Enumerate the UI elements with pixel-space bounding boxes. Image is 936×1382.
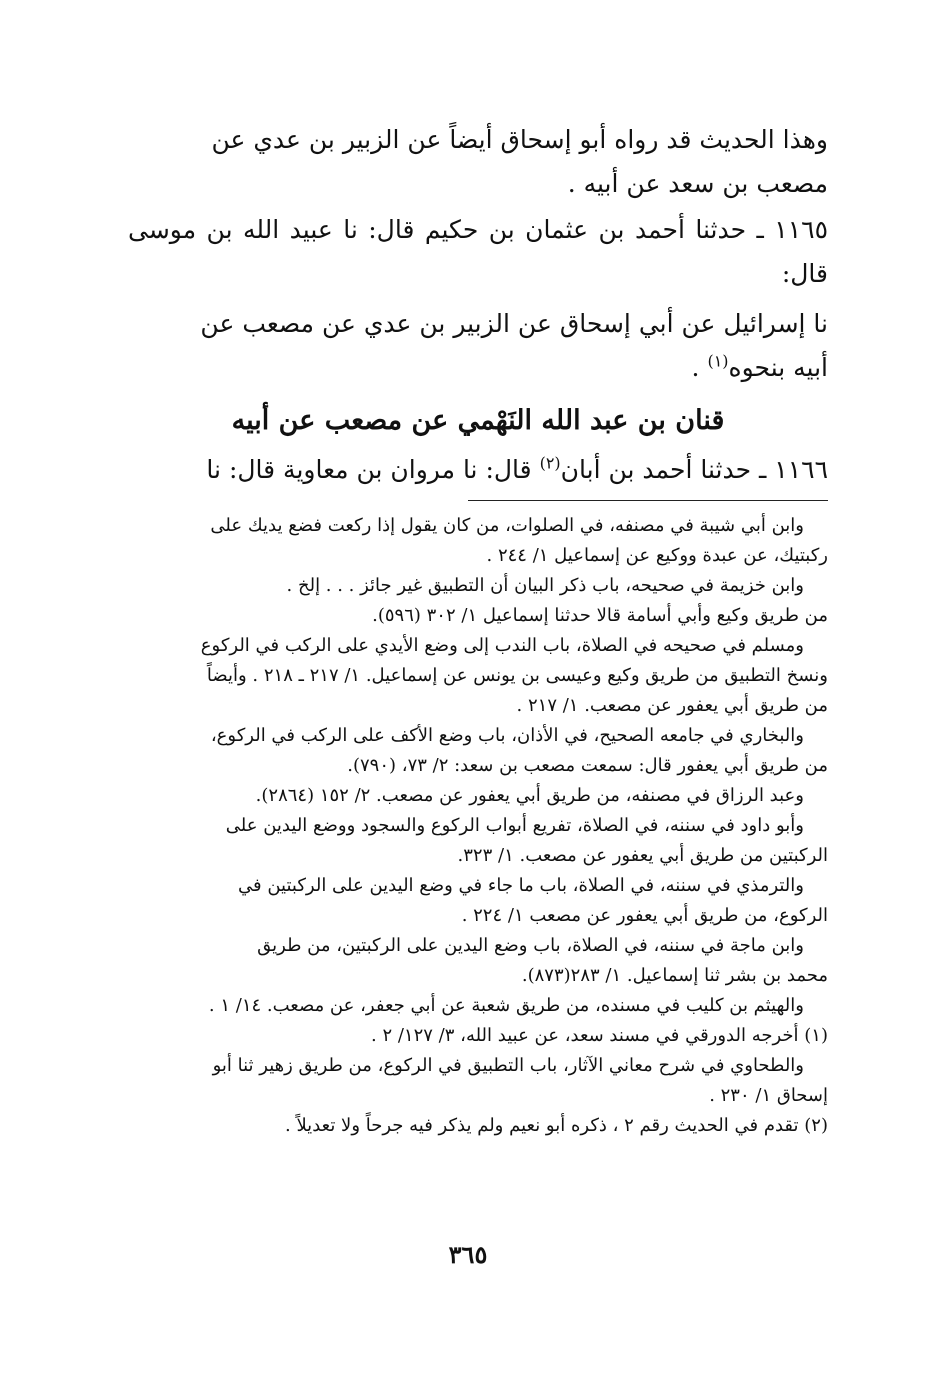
hadith-1165-line-2: نا إسرائيل عن أبي إسحاق عن الزبير بن عدي عن مصعب عن (200, 309, 828, 338)
footnote-line: والبخاري في جامعه الصحيح، في الأذان، باب وضع الأكف على الركب في الركوع، (210, 725, 804, 746)
footnote-line: الركبتين من طريق أبي يعفور عن مصعب. ١/ ٣٢٣. (457, 845, 828, 866)
hadith-1166-start: ١١٦٦ ـ حدثنا أحمد بن أبان (560, 455, 828, 484)
footnote-line: والطحاوي في شرح معاني الآثار، باب التطبيق في الركوع، من طريق زهير ثنا أبو (212, 1055, 804, 1076)
section-heading: قنان بن عبد الله النَهْمي عن مصعب عن أبيه (231, 405, 725, 436)
footnote-line: من طريق أبي يعفور قال: سمعت مصعب بن سعد: ٢/ ٧٣، (٧٩٠). (347, 755, 828, 776)
footnote-line: وابن ماجة في سننه، في الصلاة، باب وضع اليدين على الركبتين، من طريق (257, 935, 804, 956)
footnote-line: إسحاق ١/ ٢٣٠ . (709, 1085, 828, 1106)
intro-line-1: وهذا الحديث قد رواه أبو إسحاق أيضاً عن الزبير بن عدي عن (211, 125, 828, 154)
footnote-line: والهيثم بن كليب في مسنده، من طريق شعبة عن أبي جعفر، عن مصعب. ١٤/ ١ . (208, 995, 804, 1016)
footnote-line: ونسخ التطبيق من طريق وكيع وعيسى بن يونس عن إسماعيل. ١/ ٢١٧ ـ ٢١٨ . وأيضاً (206, 665, 828, 686)
footnote-line: من طريق أبي يعفور عن مصعب. ١/ ٢١٧ . (516, 695, 828, 716)
footnote-line: من طريق وكيع وأبي أسامة قالا حدثنا إسماعيل ١/ ٣٠٢ (٥٩٦). (372, 605, 828, 626)
hadith-1165-line-3-end: . (691, 353, 708, 382)
hadith-1165 (128, 208, 828, 390)
footnote-marker-2: (٢) (539, 453, 561, 473)
footnote-divider (468, 500, 828, 501)
footnote-line: والترمذي في سننه، في الصلاة، باب ما جاء في وضع اليدين على الركبتين في (238, 875, 804, 896)
hadith-1165-line-1: ١١٦٥ ـ حدثنا أحمد بن عثمان بن حكيم قال: نا عبيد الله بن موسى قال: (128, 215, 828, 288)
footnote-line: الركوع، من طريق أبي يعفور عن مصعب ١/ ٢٢٤ . (461, 905, 828, 926)
footnote-line: وأبو داود في سننه، في الصلاة، تفريع أبواب الركوع والسجود ووضع اليدين على (225, 815, 804, 836)
hadith-1165-line-3-text: أبيه بنحوه (728, 353, 828, 382)
footnote-line: ومسلم في صحيحه في الصلاة، باب الندب إلى وضع الأيدي على الركب في الركوع (200, 635, 804, 656)
hadith-1166-end: قال: نا مروان بن معاوية قال: نا (206, 455, 540, 484)
intro-paragraph (128, 118, 828, 206)
page-number: ٣٦٥ (448, 1240, 488, 1269)
hadith-1166-line-1 (128, 448, 828, 492)
footnotes (128, 511, 828, 1141)
intro-line-2: مصعب بن سعد عن أبيه . (567, 169, 828, 198)
page-body (128, 118, 828, 1141)
footnote-line: ركبتيك، عن عبدة ووكيع عن إسماعيل ١/ ٢٤٤ . (486, 545, 828, 566)
footnote-line: محمد بن بشر ثنا إسماعيل. ١/ ٢٨٣(٨٧٣). (521, 965, 828, 986)
footnote-line: وابن أبي شيبة في مصنفه، في الصلوات، من كان يقول إذا ركعت فضع يديك على (210, 515, 804, 536)
footnote-line: وعبد الرزاق في مصنفه، من طريق أبي يعفور عن مصعب. ٢/ ١٥٢ (٢٨٦٤). (255, 785, 804, 806)
footnote-line: وابن خزيمة في صحيحه، باب ذكر البيان أن التطبيق غير جائز . . . إلخ . (286, 575, 804, 596)
hadith-1165-line-3 (128, 346, 828, 390)
hadith-1166 (128, 448, 828, 492)
footnote-1: (١) أخرجه الدورقي في مسند سعد، عن عبيد الله، ٣/ ١٢٧/ ٢ . (371, 1025, 828, 1046)
footnote-2: (٢) تقدم في الحديث رقم ٢ ، ذكره أبو نعيم ولم يذكر فيه جرحاً ولا تعديلاً . (285, 1115, 828, 1136)
footnote-marker-1: (١) (707, 351, 729, 371)
